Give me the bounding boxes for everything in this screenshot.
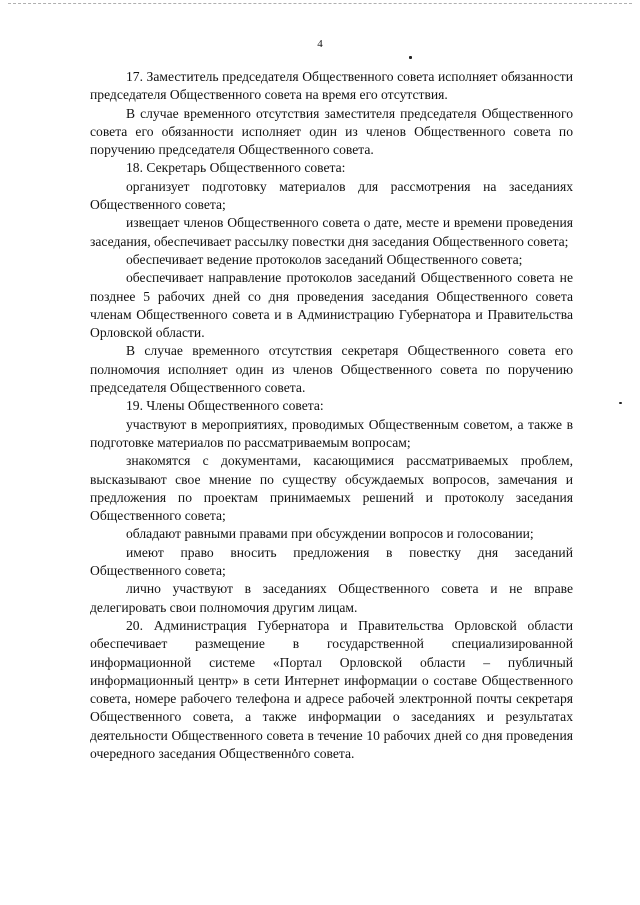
scan-speck — [619, 402, 622, 404]
scan-speck — [409, 56, 412, 59]
member-duty-personal: лично участвуют в заседаниях Общественного совета и не вправе делегировать свои полномочия другим лицам. — [90, 581, 573, 615]
member-duty-documents: знакомятся с документами, касающимися рассматриваемых проблем, высказывают свое мнение по существу обсуждаемых вопросов, замечания и предложения по проектам принимаемых решений и протоколу заседания Общественного совета; — [90, 453, 573, 524]
paragraph-20: 20. Администрация Губернатора и Правительства Орловской области обеспечивает размещение в государственной специализированной информационной системе «Портал Орловской области – публичный информационный центр» в сети Интернет информации о составе Общественного совета, номере рабочего телефона и адресе рабочей электронной почты секретаря Общественного совета, а также информации о заседаниях и результатах деятельности Общественного совета в течение 10 рабочих дней со дня проведения очередного заседания Общественного совета. — [90, 617, 573, 761]
member-duty-agenda: имеют право вносить предложения в повестку дня заседаний Общественного совета; — [90, 544, 573, 579]
page-number: 4 — [317, 38, 323, 50]
paragraph-17: 17. Заместитель председателя Общественного совета исполняет обязанности председателя Общественного совета на время его отсутствия. — [90, 69, 573, 103]
paragraph-18-heading: 18. Секретарь Общественного совета: — [126, 160, 346, 176]
secretary-duty-materials: организует подготовку материалов для рассмотрения на заседаниях Общественного совета; — [90, 178, 573, 213]
paragraph-17-deputy-absence: В случае временного отсутствия заместителя председателя Общественного совета его обязанности исполняет один из членов Общественного совета по поручению председателя Общественного совета. — [90, 105, 573, 158]
scan-top-edge — [8, 3, 632, 4]
secretary-duty-notify: извещает членов Общественного совета о дате, месте и времени проведения заседания, обеспечивает рассылку повестки дня заседания Общественного совета; — [90, 215, 573, 249]
secretary-duty-minutes: обеспечивает ведение протоколов заседаний Общественного совета; — [126, 251, 523, 267]
member-duty-equal-rights: обладают равными правами при обсуждении вопросов и голосовании; — [126, 526, 534, 542]
paragraph-18-secretary-absence: В случае временного отсутствия секретаря Общественного совета его полномочия исполняет один из членов Общественного совета по поручению председателя Общественного совета. — [90, 343, 573, 396]
member-duty-participate: участвуют в мероприятиях, проводимых Общественным советом, а также в подготовке материалов по рассматриваемым вопросам; — [90, 416, 573, 450]
document-body — [90, 68, 573, 763]
paragraph-19-heading: 19. Члены Общественного совета: — [126, 398, 324, 414]
secretary-duty-send-minutes: обеспечивает направление протоколов заседаний Общественного совета не позднее 5 рабочих дней со дня проведения заседания Общественного совета членам Общественного совета и в Администрацию Губернатора и Правительства Орловской области. — [90, 270, 573, 341]
